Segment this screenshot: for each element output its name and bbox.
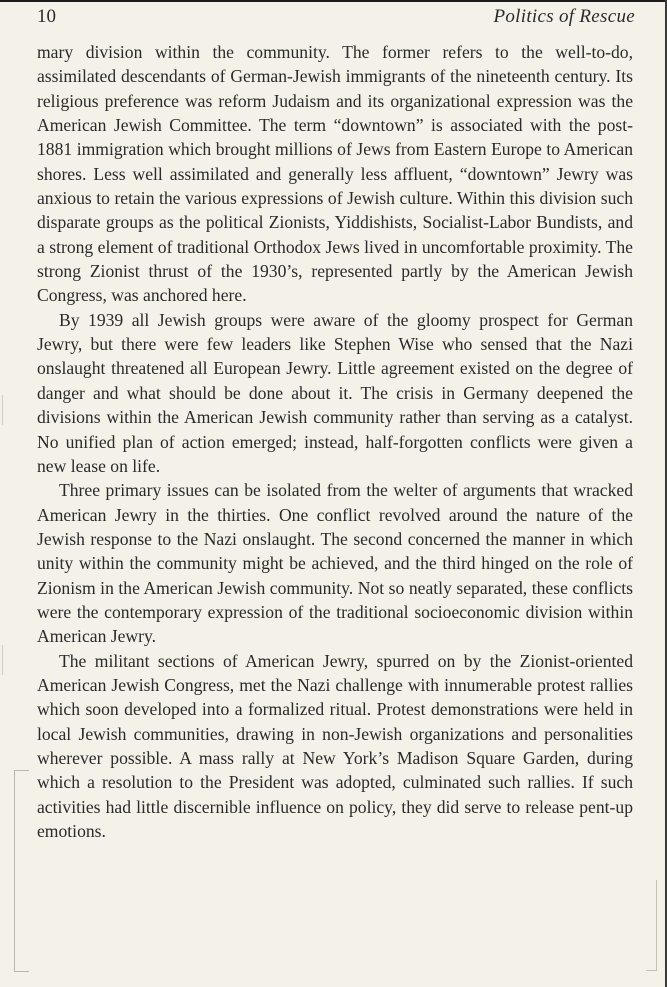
page-number: 10 <box>37 6 56 27</box>
paragraph-continued: mary division within the community. The former refers to the well-to-do, assimilated descendants of German-Jewish immigrants of the nineteenth century. Its religious preference was reform Judaism and its organizational expression was the American Jewish Committee. The term “downtown” is associated with the post-1881 immigration which brought millions of Jews from Eastern Europe to American shores. Less well assimilated and generally less affluent, “downtown” Jewry was anxious to retain the various expressions of Jewish culture. Within this division such disparate groups as the political Zionists, Yiddishists, Socialist-Labor Bundists, and a strong element of traditional Orthodox Jews lived in uncomfortable proximity. The strong Zionist thrust of the 1930’s, represented partly by the American Jewish Congress, was anchored here. <box>37 42 633 306</box>
body-text <box>37 40 633 843</box>
paragraph: The militant sections of American Jewry, spurred on by the Zionist-oriented American Jewish Congress, met the Nazi challenge with innumerable protest rallies which soon developed into a formalized ritual. Protest demonstrations were held in local Jewish communities, drawing in non-Jewish organizations and personalities wherever possible. A mass rally at New York’s Madison Square Garden, during which a resolution to the President was adopted, culminated such rallies. If such activities had little discernible influence on policy, they did serve to release pent-up emotions. <box>37 650 633 841</box>
running-title: Politics of Rescue <box>493 6 635 27</box>
page-top-edge <box>0 0 667 2</box>
running-head <box>37 6 635 30</box>
margin-pencil-mark <box>2 645 13 675</box>
margin-bracket-left <box>14 770 29 972</box>
margin-bracket-right <box>646 880 657 971</box>
margin-pencil-mark <box>2 395 13 425</box>
paragraph: By 1939 all Jewish groups were aware of the gloomy prospect for German Jewry, but there were few leaders like Stephen Wise who sensed that the Nazi onslaught threatened all European Jewry. Little agreement existed on the degree of danger and what should be done about it. The crisis in Germany deepened the divisions within the American Jewish community rather than serving as a catalyst. No unified plan of action emerged; instead, half-forgotten conflicts were given a new lease on life. <box>37 309 633 476</box>
paragraph: Three primary issues can be isolated from the welter of arguments that wracked American Jewry in the thirties. One conflict revolved around the nature of the Jewish response to the Nazi onslaught. The second concerned the manner in which unity within the community might be achieved, and the third hinged on the role of Zionism in the American Jewish community. Not so neatly separated, these conflicts were the contemporary expression of the traditional socioeconomic division within American Jewry. <box>37 480 633 647</box>
